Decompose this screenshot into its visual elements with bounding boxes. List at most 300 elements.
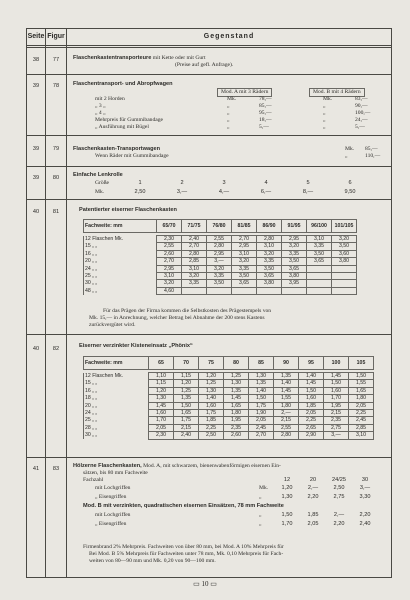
table-cell: 2,95	[207, 250, 232, 257]
table-cell: 2,70	[157, 258, 182, 265]
table-cell: 3,35	[207, 273, 232, 280]
row-label: Mod. B mit verzinkten, quadratischen eisernen Einsätzen, 78 mm Fachweite	[83, 503, 284, 509]
entry-seite: 41	[32, 466, 40, 472]
table-cell: 2,70	[182, 243, 207, 250]
table-cell: 2,70	[232, 236, 257, 243]
table-cell: 2,05	[299, 410, 324, 417]
entry-note: sätzen, bis 80 mm Fachweite	[83, 470, 148, 476]
table-cell: 3,65	[232, 280, 257, 287]
table-row	[84, 424, 374, 431]
price-value: 4,—	[218, 189, 230, 195]
entry-note: zurückvergütet wird.	[89, 322, 136, 328]
row-label: 30 „ „	[84, 432, 149, 439]
entry-note: (Preise auf gefl. Anfrage).	[175, 62, 234, 68]
price-value: 2,—	[333, 512, 345, 518]
table-cell: 3,35	[232, 265, 257, 272]
table-cell: 1,65	[349, 387, 374, 394]
table-cell: 1,80	[349, 395, 374, 402]
table-row	[84, 402, 374, 409]
table-cell	[232, 287, 257, 294]
table-row	[84, 417, 374, 424]
header-gegenstand: Gegenstand	[203, 33, 255, 40]
row-label: 16 „ „	[84, 387, 149, 394]
size-label: Größe	[95, 180, 109, 186]
table-cell	[332, 287, 357, 294]
entry-figur: 79	[52, 146, 60, 152]
price-value: 2,05	[307, 521, 319, 527]
table-cell: 3,10	[232, 250, 257, 257]
table-cell: 2,60	[157, 250, 182, 257]
table-cell	[207, 287, 232, 294]
price-value: 85,—	[259, 103, 272, 109]
table-cell: 1,25	[174, 387, 199, 394]
table-cell: 1,70	[324, 395, 349, 402]
table-cell: 1,60	[199, 402, 224, 409]
table-cell: 1,55	[274, 395, 299, 402]
row-label: 20 „ „	[84, 402, 149, 409]
table-cell: 2,30	[157, 236, 182, 243]
table-cell: 1,40	[249, 387, 274, 394]
table-cell: 2,55	[207, 236, 232, 243]
table-cell: 2,80	[274, 432, 299, 439]
table-cell: 3,20	[257, 250, 282, 257]
price-value: 1,70	[281, 521, 293, 527]
table-cell: 3,80	[282, 273, 307, 280]
price-value: 2,50	[134, 189, 146, 195]
price-value: 5,—	[259, 124, 269, 130]
size-value: 3	[222, 180, 226, 186]
fachzahl-value: 24/25	[332, 477, 346, 483]
table-cell: 2,05	[249, 417, 274, 424]
price-value: 90,—	[355, 103, 368, 109]
grid-column-header: 86/90	[257, 220, 282, 233]
row-label: mit Lochgriffen	[95, 485, 131, 491]
row-label: 24 „ „	[84, 265, 157, 272]
grid-head-label: Fachweite: mm	[84, 357, 149, 370]
table-cell: 1,45	[324, 373, 349, 380]
table-cell	[307, 280, 332, 287]
table-cell: 3,—	[324, 432, 349, 439]
price-prefix: „	[323, 124, 326, 130]
table-cell: 3,20	[157, 280, 182, 287]
table-row	[84, 258, 357, 265]
table-cell: 2,85	[349, 424, 374, 431]
table-cell: 3,10	[157, 273, 182, 280]
table-cell: 1,45	[224, 395, 249, 402]
price-prefix: „	[259, 521, 262, 527]
price-value: 3,30	[359, 494, 371, 500]
price-prefix: Mk.	[323, 96, 333, 102]
table-cell: 1,75	[249, 402, 274, 409]
table-row	[84, 243, 357, 250]
table-cell: 1,35	[274, 373, 299, 380]
entry-seite: 40	[32, 209, 40, 215]
table-cell: 4,60	[157, 287, 182, 294]
table-cell	[307, 265, 332, 272]
row-label: 12 Flaschen Mk.	[84, 236, 157, 243]
table-cell	[332, 265, 357, 272]
table-cell: 1,50	[249, 395, 274, 402]
price-value: 18,—	[259, 117, 272, 123]
row-label: 15 „ „	[84, 380, 149, 387]
table-cell	[307, 287, 332, 294]
fachzahl-label: Fachzahl	[83, 477, 104, 483]
grid-column-header: 65/70	[157, 220, 182, 233]
grid-column-header: 81/85	[232, 220, 257, 233]
table-cell: 2,80	[207, 243, 232, 250]
table-cell: 3,20	[232, 258, 257, 265]
table-cell: 1,65	[174, 410, 199, 417]
fachzahl-value: 12	[283, 477, 291, 483]
price-value: 6,—	[260, 189, 272, 195]
price-prefix: „	[227, 117, 230, 123]
table-cell: 1,50	[299, 387, 324, 394]
price-prefix: „	[323, 103, 326, 109]
price-prefix: Mk.	[227, 96, 237, 102]
size-value: 4	[264, 180, 268, 186]
table-cell: 2,80	[182, 250, 207, 257]
grid-column-header: 71/75	[182, 220, 207, 233]
table-cell: 3,35	[182, 280, 207, 287]
row-label: 25 „ „	[84, 417, 149, 424]
table-cell: 3,60	[332, 250, 357, 257]
entry-note: Für das Prägen der Firma kommen die Selbstkosten des Prägestempels von	[103, 308, 272, 314]
table-cell: 1,20	[199, 373, 224, 380]
price-prefix: „	[227, 124, 230, 130]
price-value: 1,50	[281, 512, 293, 518]
table-cell: 2,25	[349, 410, 374, 417]
grid-column-header: 80	[224, 357, 249, 370]
size-value: 2	[180, 180, 184, 186]
table-cell: 1,35	[174, 395, 199, 402]
table-cell: 2,80	[257, 236, 282, 243]
entry-figur: 80	[52, 175, 60, 181]
table-cell: 2,85	[182, 258, 207, 265]
table-cell: 3,10	[307, 236, 332, 243]
grid-column-header: 65	[149, 357, 174, 370]
table-cell: 3,20	[332, 236, 357, 243]
table-cell	[332, 280, 357, 287]
table-cell: 1,60	[299, 395, 324, 402]
grid-column-header: 85	[249, 357, 274, 370]
header-figur: Figur	[47, 33, 65, 40]
row-label: 28 „ „	[84, 424, 149, 431]
price-value: 24,—	[355, 117, 368, 123]
price-value: 2,75	[333, 494, 345, 500]
table-cell: 3,35	[282, 250, 307, 257]
table-cell: 2,05	[149, 424, 174, 431]
table-cell: 1,15	[174, 373, 199, 380]
price-value: 1,30	[281, 494, 293, 500]
size-value: 1	[138, 180, 142, 186]
grid-column-header: 76/80	[207, 220, 232, 233]
entry-seite: 39	[32, 175, 40, 181]
price-value: 110,—	[365, 153, 381, 159]
table-cell: 1,45	[149, 402, 174, 409]
fachzahl-value: 30	[361, 477, 369, 483]
price-prefix: Mk.	[345, 146, 355, 152]
price-value: 5,—	[355, 124, 365, 130]
table-cell: 1,15	[149, 380, 174, 387]
table-cell: 3,20	[282, 243, 307, 250]
table-cell: 3,20	[207, 265, 232, 272]
price-value: 1,20	[281, 485, 293, 491]
table-cell: 1,80	[274, 402, 299, 409]
row-label: „ Eisengriffen	[95, 494, 127, 500]
table-cell: 1,60	[149, 410, 174, 417]
row-label: mit 2 Horden	[95, 96, 125, 102]
row-label: 30 „ „	[84, 280, 157, 287]
table-cell: 1,45	[274, 387, 299, 394]
table-cell: 3,50	[307, 250, 332, 257]
entry-title: Flaschenkasten-Transportwagen	[73, 146, 161, 152]
row-label: „ 3 „	[95, 103, 106, 109]
table-cell: 1,40	[299, 373, 324, 380]
entry-title: Eiserner verzinkter Kisteneinsatz „Phönix“	[79, 343, 193, 349]
table-cell: 1,65	[224, 402, 249, 409]
table-cell: 2,40	[182, 236, 207, 243]
entry-figur: 82	[52, 346, 60, 352]
table-cell: 1,35	[224, 387, 249, 394]
table-cell: 3,80	[332, 258, 357, 265]
table-cell: 3,20	[182, 273, 207, 280]
table-cell: 1,85	[199, 417, 224, 424]
table-row	[84, 432, 374, 439]
table-cell: 3,65	[257, 273, 282, 280]
price-grid	[83, 219, 357, 295]
price-prefix: „	[227, 103, 230, 109]
table-cell: 1,50	[324, 380, 349, 387]
table-cell: 3,10	[257, 243, 282, 250]
grid-column-header: 91/95	[282, 220, 307, 233]
table-cell: 3,65	[282, 265, 307, 272]
entry-note: Mk. 15,— in Anrechnung, welcher Betrag bei Abnahme der 200 stens Kastens	[89, 315, 265, 321]
table-cell: 2,95	[282, 236, 307, 243]
table-cell: 1,30	[149, 395, 174, 402]
table-row	[84, 250, 357, 257]
table-cell: 2,45	[349, 417, 374, 424]
table-cell: 1,30	[224, 380, 249, 387]
row-label: „ 4 „	[95, 110, 106, 116]
table-cell: 2,15	[174, 424, 199, 431]
price-prefix: „	[323, 110, 326, 116]
price-prefix: „	[227, 110, 230, 116]
row-label: 24 „ „	[84, 410, 149, 417]
table-cell: 2,30	[149, 432, 174, 439]
price-value: 95,—	[259, 110, 272, 116]
row-label: 12 Flaschen Mk.	[84, 373, 149, 380]
table-cell: 3,65	[307, 258, 332, 265]
table-cell: 1,25	[224, 373, 249, 380]
table-cell: 1,20	[174, 380, 199, 387]
table-cell: 1,75	[199, 410, 224, 417]
row-label: 48 „ „	[84, 287, 157, 294]
entry-title: Flaschentransport- und Abropfwagen	[73, 81, 173, 87]
table-cell: 1,25	[199, 380, 224, 387]
grid-column-header: 95	[299, 357, 324, 370]
grid-column-header: 70	[174, 357, 199, 370]
table-cell	[257, 287, 282, 294]
price-prefix: „	[323, 117, 326, 123]
model-a-header: Mod. A mit 3 Rädern	[217, 88, 272, 97]
table-cell	[307, 273, 332, 280]
price-value: 2,40	[359, 521, 371, 527]
table-cell: 3,35	[257, 258, 282, 265]
table-cell: 2,15	[324, 410, 349, 417]
table-row	[84, 395, 374, 402]
table-row	[84, 380, 374, 387]
entry-seite: 40	[32, 346, 40, 352]
table-cell: 1,40	[199, 395, 224, 402]
table-cell: 2,35	[224, 424, 249, 431]
table-cell: 3,10	[349, 432, 374, 439]
table-cell: 2,25	[299, 417, 324, 424]
row-label: 16 „ „	[84, 250, 157, 257]
table-cell: 2,70	[249, 432, 274, 439]
table-cell: 3,50	[257, 265, 282, 272]
price-grid	[83, 356, 374, 440]
entry-seite: 39	[32, 83, 40, 89]
table-cell: 3,50	[207, 280, 232, 287]
entry-title: Einfache Lenkrolle	[73, 172, 123, 178]
table-cell: 1,35	[249, 380, 274, 387]
table-row	[84, 265, 357, 272]
price-value: 78,—	[259, 96, 272, 102]
price-value: 83,—	[355, 96, 368, 102]
table-row	[84, 387, 374, 394]
table-row	[84, 236, 357, 243]
table-cell: 2,90	[299, 432, 324, 439]
table-cell: 3,50	[332, 243, 357, 250]
table-cell: 1,50	[349, 373, 374, 380]
row-label: 15 „ „	[84, 243, 157, 250]
table-cell: 2,15	[274, 417, 299, 424]
table-row	[84, 410, 374, 417]
table-cell: 2,05	[349, 402, 374, 409]
table-row	[84, 273, 357, 280]
table-cell: 2,95	[157, 265, 182, 272]
table-row	[84, 287, 357, 294]
row-label: „ Eisengriffen	[95, 521, 127, 527]
table-cell	[282, 287, 307, 294]
table-cell: 3,95	[282, 280, 307, 287]
price-value: 85,—	[365, 146, 378, 152]
table-cell: 1,50	[174, 402, 199, 409]
table-cell	[182, 287, 207, 294]
entry-seite: 39	[32, 146, 40, 152]
table-cell: 1,95	[224, 417, 249, 424]
price-value: 3,—	[176, 189, 188, 195]
entry-figur: 78	[52, 83, 60, 89]
table-cell: 1,30	[199, 387, 224, 394]
price-value: 100,—	[355, 110, 371, 116]
grid-column-header: 75	[199, 357, 224, 370]
entry-note: weiten von 80—90 mm und Mk. 0,20 von 90—100 mm.	[89, 558, 216, 564]
table-cell: 1,75	[174, 417, 199, 424]
table-cell: 2,55	[274, 424, 299, 431]
table-cell: 1,45	[299, 380, 324, 387]
price-prefix: Mk.	[259, 485, 269, 491]
entry-title: Hölzerne Flaschenkasten, Mod. A, mit schwarzem, bienenwabenförmigen eisernen Ein-	[73, 463, 281, 469]
table-cell: 3,50	[282, 258, 307, 265]
price-value: 2,50	[333, 485, 345, 491]
page-number: ▭ 10 ▭	[193, 580, 217, 588]
row-label: 20 „ „	[84, 258, 157, 265]
table-cell: 2,25	[199, 424, 224, 431]
grid-column-header: 90	[274, 357, 299, 370]
price-value: 3,—	[359, 485, 371, 491]
price-prefix: „	[345, 153, 348, 159]
table-cell: 1,40	[274, 380, 299, 387]
table-row	[84, 373, 374, 380]
price-prefix: „	[259, 494, 262, 500]
price-value: 2,20	[333, 521, 345, 527]
header-seite: Seite	[27, 33, 45, 40]
price-value: 2,—	[307, 485, 319, 491]
entry-figur: 81	[52, 209, 60, 215]
price-value: 2,20	[359, 512, 371, 518]
entry-figur: 77	[52, 57, 60, 63]
entry-note: Firmenbrand 2% Mehrpreis. Fachweiten von über 80 mm, bei Mod. A 10% Mehrpreis für	[83, 544, 284, 550]
row-label: 25 „ „	[84, 273, 157, 280]
fachzahl-value: 20	[309, 477, 317, 483]
price-value: 1,85	[307, 512, 319, 518]
table-cell: 1,70	[149, 417, 174, 424]
grid-column-header: 100	[324, 357, 349, 370]
model-b-header: Mod. B mit 4 Rädern	[309, 88, 365, 97]
price-table-frame	[26, 28, 392, 578]
currency-label: Mk.	[95, 189, 105, 195]
table-cell: 1,55	[349, 380, 374, 387]
table-cell: 2,35	[324, 417, 349, 424]
table-cell: 3,80	[257, 280, 282, 287]
entry-figur: 83	[52, 466, 60, 472]
table-cell: 1,90	[249, 410, 274, 417]
table-cell: 3,50	[232, 273, 257, 280]
table-cell: 1,20	[149, 387, 174, 394]
table-cell: 3,35	[307, 243, 332, 250]
table-cell: 2,—	[274, 410, 299, 417]
table-cell: 2,40	[174, 432, 199, 439]
entry-seite: 38	[32, 57, 40, 63]
table-cell: 2,65	[299, 424, 324, 431]
table-cell: 3,10	[182, 265, 207, 272]
grid-head-label: Fachweite: mm	[84, 220, 157, 233]
grid-column-header: 101/105	[332, 220, 357, 233]
size-value: 5	[306, 180, 310, 186]
table-cell: 2,50	[199, 432, 224, 439]
table-cell: 3,—	[207, 258, 232, 265]
price-prefix: „	[259, 512, 262, 518]
table-cell: 1,80	[224, 410, 249, 417]
size-value: 6	[348, 180, 352, 186]
table-cell: 1,10	[149, 373, 174, 380]
table-cell: 2,55	[157, 243, 182, 250]
row-label: „ Ausführung mit Bügel	[95, 124, 149, 130]
price-value: 9,50	[344, 189, 356, 195]
table-cell: 2,75	[324, 424, 349, 431]
table-cell: 2,95	[232, 243, 257, 250]
table-row	[84, 280, 357, 287]
table-cell: 2,45	[249, 424, 274, 431]
entry-title: Patentierter eiserner Flaschenkasten	[79, 207, 177, 213]
grid-column-header: 96/100	[307, 220, 332, 233]
grid-column-header: 105	[349, 357, 374, 370]
price-value: 8,—	[302, 189, 314, 195]
table-cell: 1,60	[324, 387, 349, 394]
table-cell: 1,85	[299, 402, 324, 409]
row-label: 18 „ „	[84, 395, 149, 402]
